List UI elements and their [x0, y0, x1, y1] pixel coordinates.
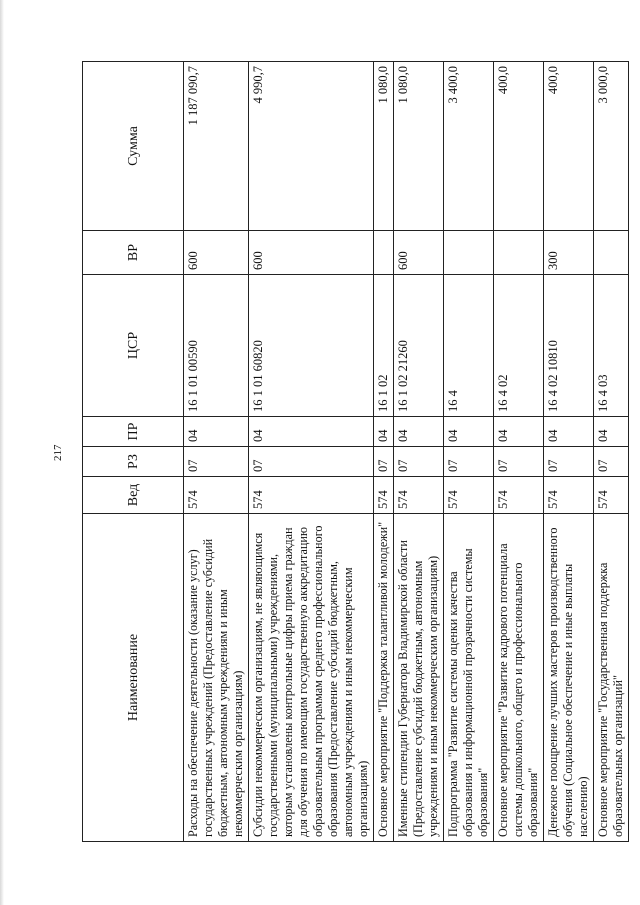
- cell-ved: 574: [184, 477, 249, 514]
- table-row: [374, 62, 394, 842]
- cell-sum: 1 080,0: [374, 62, 394, 231]
- cell-ved: 574: [394, 477, 444, 514]
- header-csr: ЦСР: [83, 275, 184, 417]
- table-row: [394, 62, 444, 842]
- cell-name: Основное мероприятие "Государственная поддержка образовательных организаций": [594, 514, 629, 842]
- cell-vr: 600: [184, 231, 249, 275]
- page-number: 217: [52, 444, 64, 461]
- cell-rz: 07: [594, 447, 629, 477]
- cell-sum: 1 187 090,7: [184, 62, 249, 231]
- cell-name: Расходы на обеспечение деятельности (оказание услуг) государственных учреждений (Предоставление субсидий бюджетным, автономным учреждениям и иным некоммерческим организациям): [184, 514, 249, 842]
- cell-pr: 04: [374, 417, 394, 447]
- cell-rz: 07: [544, 447, 594, 477]
- header-name: Наименование: [83, 514, 184, 842]
- table-row: [444, 62, 494, 842]
- cell-csr: 16 4 02: [494, 275, 544, 417]
- cell-rz: 07: [374, 447, 394, 477]
- cell-vr: [444, 231, 494, 275]
- cell-name: Основное мероприятие "Развитие кадрового потенциала системы дошкольного, общего и профессионального образования": [494, 514, 544, 842]
- header-rz: РЗ: [83, 447, 184, 477]
- cell-ved: 574: [544, 477, 594, 514]
- cell-rz: 07: [444, 447, 494, 477]
- cell-sum: 3 400,0: [444, 62, 494, 231]
- cell-pr: 04: [494, 417, 544, 447]
- header-ved: Вед: [83, 477, 184, 514]
- cell-name: Субсидии некоммерческим организациям, не являющимся государственными (муниципальными) учреждениями, которым установлены контрольные цифры приема граждан для обучения по имеющим государственную аккредитацию образовательным программам среднего профессионального образования (Предоставление субсидий бюджетным, автономным учреждениям и иным некоммерческим организациям): [249, 514, 374, 842]
- cell-vr: [594, 231, 629, 275]
- cell-ved: 574: [594, 477, 629, 514]
- cell-csr: 16 1 02 21260: [394, 275, 444, 417]
- cell-vr: 300: [544, 231, 594, 275]
- cell-ved: 574: [374, 477, 394, 514]
- cell-sum: 400,0: [544, 62, 594, 231]
- table-header-row: [83, 62, 184, 842]
- cell-ved: 574: [494, 477, 544, 514]
- cell-name: Основное мероприятие "Поддержка талантливой молодежи": [374, 514, 394, 842]
- cell-vr: 600: [394, 231, 444, 275]
- cell-ved: 574: [249, 477, 374, 514]
- cell-pr: 04: [249, 417, 374, 447]
- cell-csr: 16 4: [444, 275, 494, 417]
- cell-rz: 07: [249, 447, 374, 477]
- cell-csr: 16 1 01 60820: [249, 275, 374, 417]
- cell-sum: 3 000,0: [594, 62, 629, 231]
- cell-rz: 07: [394, 447, 444, 477]
- cell-pr: 04: [444, 417, 494, 447]
- header-vr: ВР: [83, 231, 184, 275]
- cell-name: Денежное поощрение лучших мастеров производственного обучения (Социальное обеспечение и иные выплаты населению): [544, 514, 594, 842]
- cell-sum: 4 990,7: [249, 62, 374, 231]
- cell-pr: 04: [544, 417, 594, 447]
- cell-pr: 04: [184, 417, 249, 447]
- table-row: [594, 62, 629, 842]
- cell-csr: 16 4 02 10810: [544, 275, 594, 417]
- cell-sum: 1 080,0: [394, 62, 444, 231]
- header-sum: Сумма: [83, 62, 184, 231]
- cell-csr: 16 1 01 00590: [184, 275, 249, 417]
- cell-rz: 07: [184, 447, 249, 477]
- cell-pr: 04: [594, 417, 629, 447]
- header-pr: ПР: [83, 417, 184, 447]
- cell-vr: 600: [249, 231, 374, 275]
- rotated-table-container: [82, 62, 625, 842]
- budget-table: [82, 61, 629, 842]
- cell-csr: 16 4 03: [594, 275, 629, 417]
- cell-rz: 07: [494, 447, 544, 477]
- cell-ved: 574: [444, 477, 494, 514]
- cell-pr: 04: [394, 417, 444, 447]
- scan-gutter-shadow: [0, 0, 4, 905]
- cell-vr: [494, 231, 544, 275]
- cell-vr: [374, 231, 394, 275]
- cell-sum: 400,0: [494, 62, 544, 231]
- table-row: [494, 62, 544, 842]
- cell-csr: 16 1 02: [374, 275, 394, 417]
- cell-name: Подпрограмма "Развитие системы оценки качества образования и информационной прозрачности системы образования": [444, 514, 494, 842]
- table-row: [544, 62, 594, 842]
- table-row: [249, 62, 374, 842]
- cell-name: Именные стипендии Губернатора Владимирской области (Предоставление субсидий бюджетным, автономным учреждениям и иным некоммерческим организациям): [394, 514, 444, 842]
- table-row: [184, 62, 249, 842]
